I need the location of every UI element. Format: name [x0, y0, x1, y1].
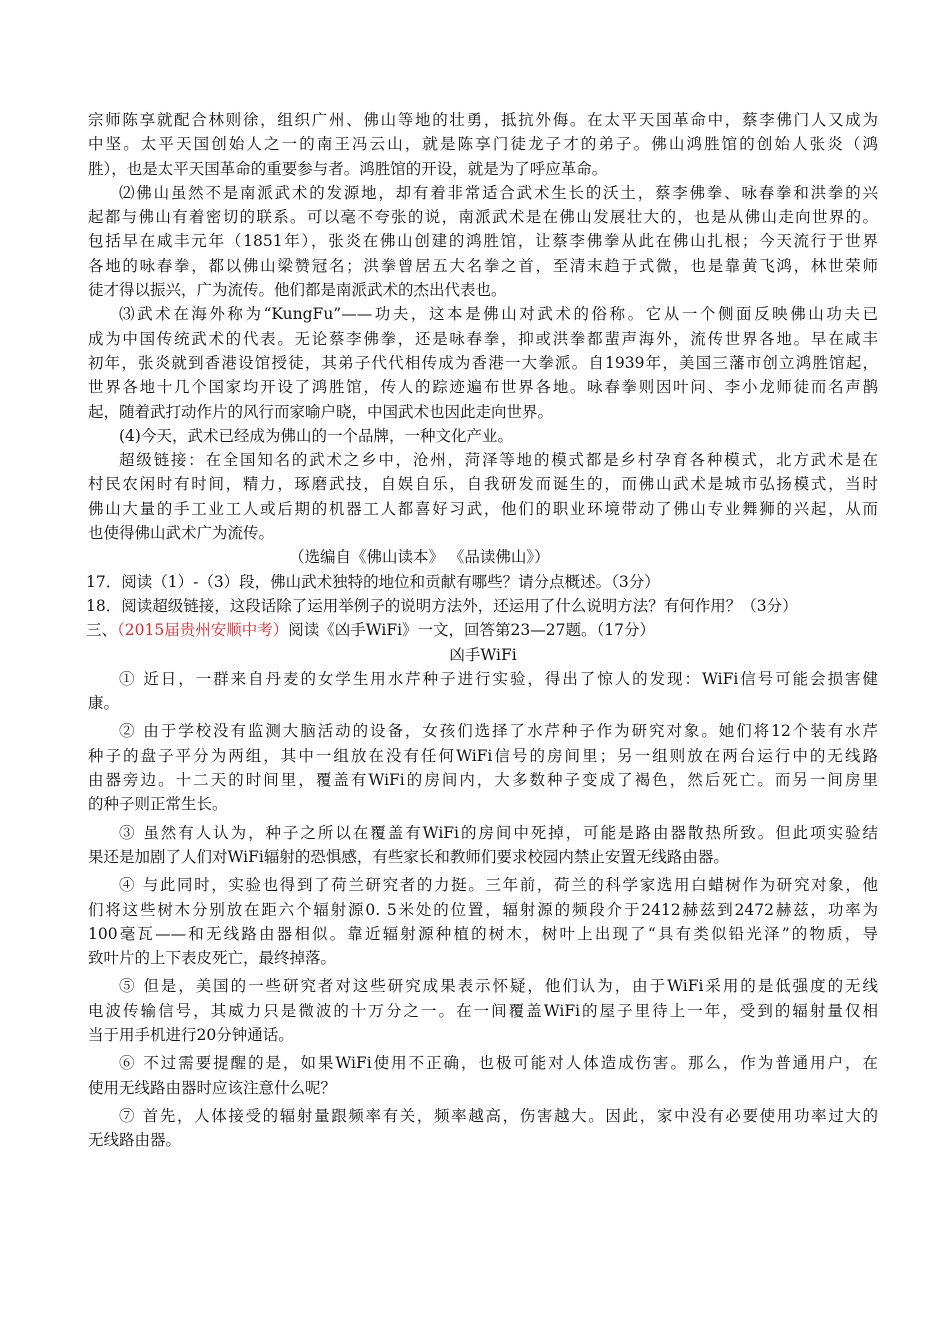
article-line: ⑦ 首先，人体接受的辐射量跟频率有关，频率越高，伤害越大。因此，家中没有必要使用功率过大的: [119, 1106, 878, 1125]
article-title: 凶手WiFi: [449, 645, 517, 664]
article-line: ① 近日，一群来自丹麦的女学生用水芹种子进行实验，得出了惊人的发现：WiFi信号可能会损害健: [119, 669, 878, 688]
exam-source-tag: （2015届贵州安顺中考）: [117, 621, 289, 640]
article-line: 种子的盘子平分为两组，其中一组放在没有任何WiFi信号的房间里；另一组则放在两台运行中的无线路: [88, 746, 878, 765]
question-17: 17．阅读（1）-（3）段，佛山武术独特的地位和贡献有哪些？请分点概述。（3分）: [86, 572, 660, 591]
article-line: 使用无线路由器时应该注意什么呢？: [88, 1078, 337, 1097]
article-line: ⑥ 不过需要提醒的是，如果WiFi使用不正确，也极可能对人体造成伤害。那么，作为普通用户，在: [119, 1054, 878, 1073]
paragraph-line: 起都与佛山有着密切的联系。可以毫不夸张的说，南派武术是在佛山发展壮大的，也是从佛山走向世界的。: [88, 208, 878, 227]
paragraph-line: 徒才得以振兴，广为流传。他们都是南派武术的杰出代表也。: [88, 281, 507, 300]
section-instruction: 阅读《凶手WiFi》一文，回答第23—27题。（17分）: [288, 621, 655, 640]
super-link-line: 也使得佛山武术广为流传。: [88, 524, 275, 543]
passage-foshan-martial-arts: [88, 108, 878, 570]
paragraph-line: 宗师陈享就配合林则徐，组织广州、佛山等地的壮勇，抵抗外侮。在太平天国革命中，蔡李佛门人又成为: [88, 111, 878, 129]
article-line: 无线路由器。: [88, 1131, 182, 1150]
article-line: 由器旁边。十二天的时间里，覆盖有WiFi的房间内，大多数种子变成了褐色，然后死亡。而另一间房里: [88, 771, 878, 790]
paragraph-line: ⑶武术在海外称为“KungFu”——功夫，这本是佛山对武术的俗称。它从一个侧面反映佛山功夫已: [119, 305, 878, 324]
passage-source: （选编自《佛山读本》 《品读佛山》）: [289, 548, 550, 567]
article-line: 100毫瓦——和无线路由器相似。靠近辐射源种植的树木，树叶上出现了“具有类似铅光泽”的物质，导: [88, 924, 878, 943]
paragraph-line: 成为中国传统武术的代表。无论蔡李佛拳，还是咏春拳，抑或洪拳都蜚声海外，流传世界各地。早在咸丰: [88, 329, 878, 348]
article-line: ③ 虽然有人认为，种子之所以在覆盖有WiFi的房间中死掉，可能是路由器散热所致。但此项实验结: [119, 823, 878, 842]
paragraph-line: 包括早在咸丰元年（1851年），张炎在佛山创建的鸿胜馆，让蔡李佛拳从此在佛山扎根；今天流行于世界: [88, 232, 878, 251]
paragraph-line: 初年，张炎就到香港设馆授徒，其弟子代代相传成为香港一大拳派。自1939年，美国三藩市创立鸿胜馆起，: [88, 353, 878, 372]
paragraph-line: 各地的咏春拳，都以佛山梁赞冠名；洪拳曾居五大名拳之首，至清末趋于式微，也是靠黄飞鸿，林世荣师: [88, 256, 878, 275]
article-line: 们将这些树木分别放在距六个辐射源0. 5米处的位置，辐射源的频段介于2412赫兹到2472赫兹，功率为: [88, 900, 878, 919]
article-wifi: [88, 667, 878, 1153]
paragraph-line: 起，随着武打动作片的风行而家喻户晓，中国武术也因此走向世界。: [88, 402, 554, 421]
paragraph-line: ⑵佛山虽然不是南派武术的发源地，却有着非常适合武术生长的沃土，蔡李佛拳、咏春拳和洪拳的兴: [119, 183, 878, 202]
question-18: 18．阅读超级链接，这段话除了运用举例子的说明方法外，还运用了什么说明方法？有何作用？（3分）: [86, 596, 798, 615]
super-link-line: 超级链接：在全国知名的武术之乡中，沧州，菏泽等地的模式都是乡村孕育各种模式，北方武术是在: [119, 451, 878, 470]
article-line: ② 由于学校没有监测大脑活动的设备，女孩们选择了水芹种子作为研究对象。她们将12个装有水芹: [119, 722, 878, 741]
paragraph-line: 胜），也是太平天国革命的重要参与者。鸿胜馆的开设，就是为了呼应革命。: [88, 159, 608, 178]
article-line: 康。: [88, 694, 120, 713]
paragraph-line: (4)今天，武术已经成为佛山的一个品牌，一种文化产业。: [119, 426, 513, 445]
article-line: 当于用手机进行20分钟通话。: [88, 1025, 294, 1044]
document-page: [88, 108, 878, 1152]
section-three-heading: [86, 618, 878, 642]
section-number: 三、: [86, 621, 118, 640]
article-line: ④ 与此同时，实验也得到了荷兰研究者的力挺。三年前，荷兰的科学家选用白蜡树作为研究对象，他: [119, 876, 878, 895]
article-line: 致叶片的上下表皮死亡，最终掉落。: [88, 949, 337, 968]
article-line: 电波传输信号，其威力只是微波的十万分之一。在一间覆盖WiFi的屋子里待上一年，受到的辐射量仅相: [88, 1001, 878, 1020]
paragraph-line: 中坚。太平天国创始人之一的南王冯云山，就是陈享门徒龙子才的弟子。佛山鸿胜馆的创始人张炎（鸿: [88, 135, 878, 154]
article-line: 的种子则正常生长。: [88, 795, 228, 814]
article-line: ⑤ 但是，美国的一些研究者对这些研究成果表示怀疑，他们认为，由于WiFi采用的是低强度的无线: [119, 977, 878, 996]
super-link-line: 佛山大量的手工业工人或后期的机器工人都喜好习武，他们的职业环境带动了佛山专业舞狮的兴起，从而: [88, 499, 878, 518]
article-line: 果还是加剧了人们对WiFi辐射的恐惧感，有些家长和教师们要求校园内禁止安置无线路由器。: [88, 847, 729, 866]
paragraph-line: 世界各地十几个国家均开设了鸿胜馆，传人的踪迹遍布世界各地。咏春拳则因叶问、李小龙师徒而名声鹊: [88, 378, 878, 397]
super-link-line: 村民农闲时有时间，精力，琢磨武技，自娱自乐，自我研发而诞生的，而佛山武术是城市弘扬模式，当时: [88, 475, 878, 494]
